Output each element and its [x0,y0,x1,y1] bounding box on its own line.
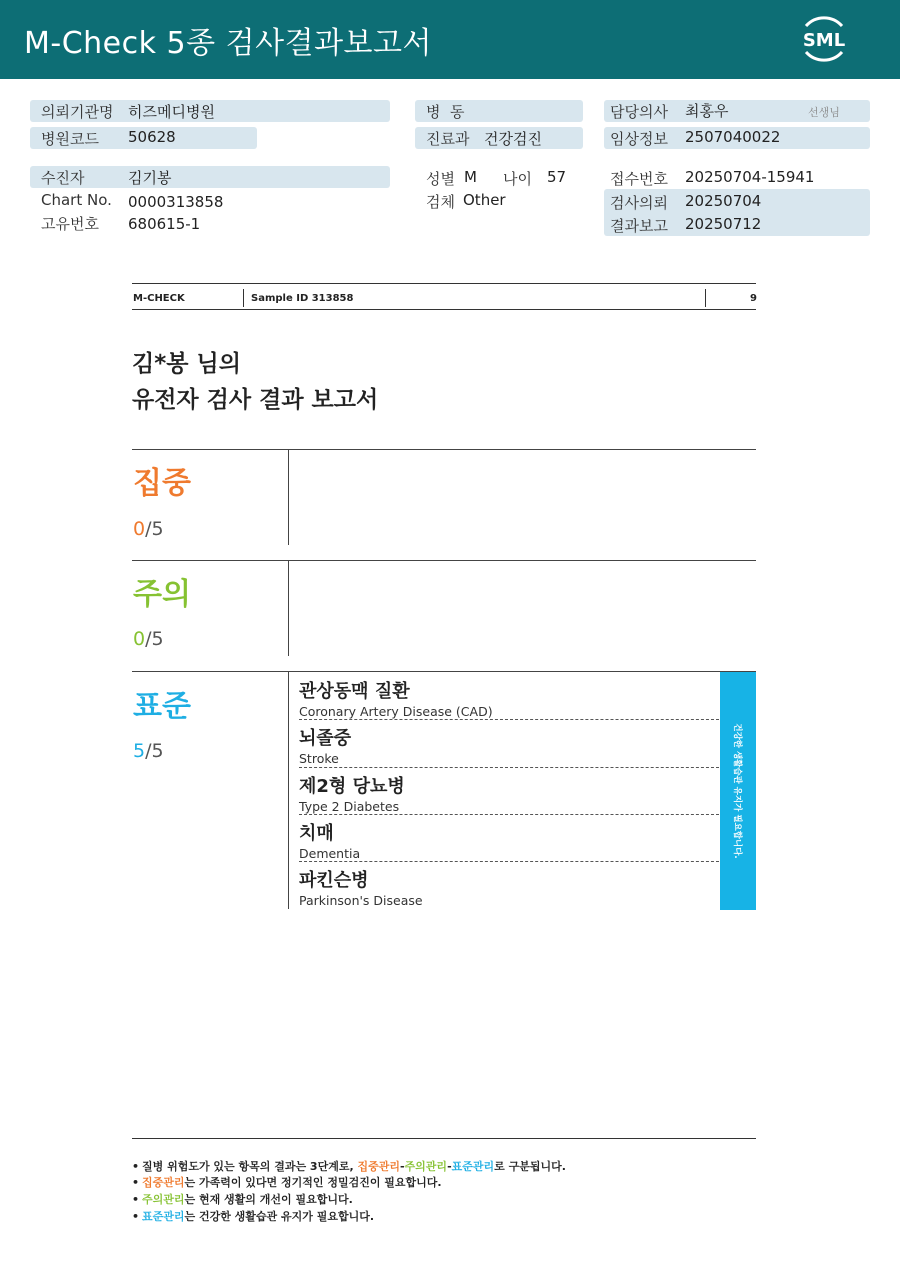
request-label: 검사의뢰 [610,194,668,212]
receipt-label: 접수번호 [610,170,668,188]
bullet-icon: • [132,1193,140,1206]
report-heading-line1: 김*봉 님의 [132,351,241,377]
header-separator [705,289,706,307]
category-divider [132,671,756,672]
note-line-2 [132,1174,442,1190]
category-caution-name: 주의 [133,577,191,612]
doctor-label: 담당의사 [610,103,668,121]
sex-label: 성별 [426,170,455,188]
disease-divider [299,861,719,862]
category-standard-score [133,740,164,762]
page-header-bottom-rule [132,309,756,310]
focus-term: 집중관리 [142,1176,185,1189]
clinical-value: 2507040022 [685,128,781,146]
chart-value: 0000313858 [128,193,224,211]
note-text: 는 건강한 생활습관 유지가 필요합니다. [184,1210,375,1223]
page-number: 9 [750,293,757,304]
disease-item [299,677,719,719]
category-standard-total: /5 [145,740,164,762]
disease-name-en: Parkinson's Disease [299,893,423,908]
category-vertical-rule [288,449,289,545]
category-caution-count: 0 [133,628,146,650]
request-value: 20250704 [685,192,762,210]
report-heading-line2: 유전자 검사 결과 보고서 [132,387,379,413]
specimen-label: 검체 [426,193,455,211]
standard-term: 표준관리 [142,1210,185,1223]
id-label: 고유번호 [41,215,99,233]
note-line-1 [132,1158,566,1174]
department-label: 진료과 [426,130,470,148]
standard-advice-text: 건강한 생활습관 유지가 필요합니다. [732,723,742,859]
brand-label: M-CHECK [133,293,185,304]
standard-advice-bar [720,672,756,910]
department-value: 건강검진 [484,130,542,148]
age-value: 57 [547,168,567,186]
disease-name-ko: 치매 [299,823,334,844]
category-focus-name: 집중 [133,466,191,501]
disease-item [299,772,719,814]
disease-name-en: Stroke [299,751,339,766]
note-line-3 [132,1191,353,1207]
category-focus-score [133,518,164,540]
header-separator [243,289,244,307]
receipt-value: 20250704-15941 [685,168,815,186]
doctor-suffix: 선생님 [808,106,840,119]
age-label: 나이 [503,170,532,188]
note-text: 질병 위험도가 있는 항목의 결과는 3단계로, [142,1160,358,1173]
disease-name-en: Type 2 Diabetes [299,799,400,814]
category-divider [132,449,756,450]
bullet-icon: • [132,1160,140,1173]
institution-value: 히즈메디병원 [128,103,215,121]
hospital-code-label: 병원코드 [41,130,99,148]
disease-divider [299,814,719,815]
note-dash: - [447,1160,452,1173]
category-caution-score [133,628,164,650]
hospital-code-value: 50628 [128,128,176,146]
footer-rule [132,1138,756,1139]
doctor-value: 최홍우 [685,102,729,120]
name-label: 수진자 [41,169,85,187]
disease-item [299,819,719,861]
disease-name-ko: 뇌졸중 [299,728,352,749]
category-standard-count: 5 [133,740,146,762]
id-value: 680615-1 [128,215,201,233]
note-dash: - [399,1160,405,1173]
caution-term: 주의관리 [404,1160,448,1173]
disease-item [299,866,719,908]
sample-id: Sample ID 313858 [251,293,354,304]
focus-term: 집중관리 [357,1160,400,1173]
category-vertical-rule [288,671,289,909]
report-date-value: 20250712 [685,215,762,233]
bullet-icon: • [132,1210,140,1223]
disease-name-en: Dementia [299,846,361,861]
disease-item [299,724,719,766]
ward-label: 병 동 [426,103,465,121]
category-focus-total: /5 [145,518,164,540]
disease-name-ko: 파킨슨병 [299,870,369,891]
page-header-top-rule [132,283,756,284]
chart-label: Chart No. [41,191,112,209]
category-vertical-rule [288,560,289,656]
category-caution-total: /5 [145,628,164,650]
report-title: M-Check 5종 검사결과보고서 [24,26,432,61]
institution-label: 의뢰기관명 [41,103,114,121]
disease-name-ko: 제2형 당뇨병 [299,776,405,797]
specimen-value: Other [463,191,506,209]
caution-term: 주의관리 [142,1193,185,1206]
clinical-label: 임상정보 [610,130,668,148]
disease-divider [299,719,719,720]
sml-logo [796,12,852,66]
note-text: 는 현재 생활의 개선이 필요합니다. [184,1193,353,1206]
logo-text: SML [802,30,846,51]
disease-name-ko: 관상동맥 질환 [299,681,410,702]
disease-name-en: Coronary Artery Disease (CAD) [299,704,493,719]
note-text: 는 가족력이 있다면 정기적인 정밀검진이 필요합니다. [184,1176,442,1189]
header-bar [0,0,900,79]
sex-value: M [464,168,477,186]
category-divider [132,560,756,561]
name-value: 김기봉 [128,169,172,187]
category-focus-count: 0 [133,518,146,540]
note-line-4 [132,1208,374,1224]
standard-term: 표준관리 [451,1160,495,1173]
bullet-icon: • [132,1176,140,1189]
report-date-label: 결과보고 [610,217,668,235]
disease-divider [299,767,719,768]
note-text: 로 구분됩니다. [494,1160,566,1173]
category-standard-name: 표준 [133,689,191,724]
